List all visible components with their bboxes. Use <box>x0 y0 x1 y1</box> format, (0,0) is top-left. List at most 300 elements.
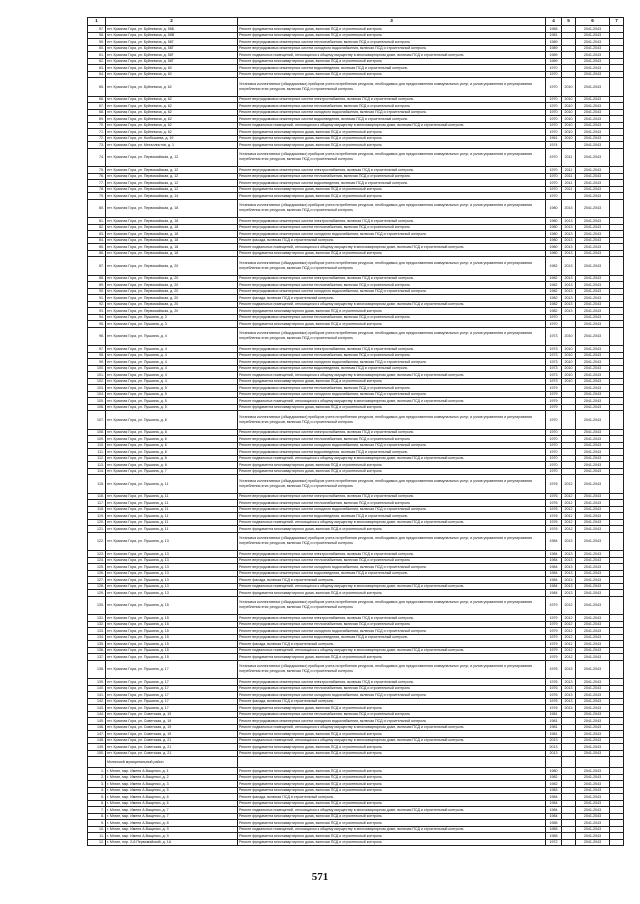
address-cell: пгт. Красная Гора, ул. Пушкина, д. 11 <box>106 506 238 513</box>
address-cell: пгт. Красная Гора, ул. Пушкина, д. 15 <box>106 621 238 628</box>
last-repair-year-cell: 2010 <box>562 352 576 359</box>
planned-period-cell: 2041-2043 <box>576 794 610 801</box>
page-number: 571 <box>311 871 329 883</box>
work-type-cell: Ремонт внутридомовых инженерных систем теплоснабжения, включая ПСД и строительный контроль <box>238 711 546 718</box>
column-7-cell <box>610 475 624 494</box>
commission-year-cell: 1982 <box>546 275 562 282</box>
row-number-cell: 91. <box>88 295 106 302</box>
last-repair-year-cell: 2013 <box>562 532 576 551</box>
work-type-cell: Ремонт фасада, включая ПСД и строительный контроль <box>238 577 546 584</box>
address-cell: пгт. Красная Гора, ул. Буйневича, д. 62 <box>106 78 238 97</box>
planned-period-cell: 2041-2043 <box>576 301 610 308</box>
row-number-cell: 122. <box>88 532 106 551</box>
work-type-cell: Установка коллективных (общедомовых) приборов учета потребления ресурсов, необходимых для предоставления коммунальных услуг, и узлов управления и регулирования потребления этих ресурсов, включая ПСД и строительный контроль <box>238 257 546 276</box>
planned-period-cell: 2041-2043 <box>576 314 610 321</box>
work-type-cell: Ремонт фундамента многоквартирного дома, включая ПСД и строительный контроль <box>238 813 546 820</box>
address-cell: пгт. Красная Гора, ул. Первомайская, д. 12 <box>106 186 238 193</box>
row-number-cell: 117. <box>88 500 106 507</box>
last-repair-year-cell: 2012 <box>562 621 576 628</box>
commission-year-cell: 1981 <box>546 731 562 738</box>
row-number-cell: 71. <box>88 129 106 136</box>
address-cell: пгт. Красная Гора, ул. Первомайская, д. 20 <box>106 301 238 308</box>
planned-period-cell: 2041-2043 <box>576 378 610 385</box>
work-type-cell: Ремонт внутридомовых инженерных систем холодного водоснабжения, включая ПСД и строительный контроль <box>238 506 546 513</box>
commission-year-cell: 1984 <box>546 577 562 584</box>
planned-period-cell: 2041-2043 <box>576 615 610 622</box>
commission-year-cell: 1980 <box>546 244 562 251</box>
column-7-cell <box>610 327 624 346</box>
row-number-cell: 6. <box>88 800 106 807</box>
last-repair-year-cell: 2013 <box>562 301 576 308</box>
work-type-cell: Ремонт внутридомовых инженерных систем водоотведения, включая ПСД и строительный контроль <box>238 65 546 72</box>
planned-period-cell: 2041-2043 <box>576 116 610 123</box>
commission-year-cell: 1976 <box>546 692 562 699</box>
address-cell: пгт. Красная Гора, ул. Буйневича, д. 62 <box>106 116 238 123</box>
work-type-cell: Ремонт фасада, включая ПСД и строительный контроль <box>238 794 546 801</box>
work-type-cell: Ремонт фундамента многоквартирного дома, включая ПСД и строительный контроль <box>238 744 546 751</box>
planned-period-cell: 2041-2043 <box>576 250 610 257</box>
table-row <box>88 199 624 218</box>
row-number-cell: 109. <box>88 436 106 443</box>
planned-period-cell: 2041-2043 <box>576 590 610 597</box>
planned-period-cell: 2041-2043 <box>576 52 610 59</box>
work-type-cell: Ремонт фундамента многоквартирного дома, включая ПСД и строительный контроль <box>238 590 546 597</box>
section-row <box>88 757 624 768</box>
row-number-cell: 111. <box>88 449 106 456</box>
planned-period-cell: 2041-2043 <box>576 32 610 39</box>
address-cell: г. Мглин, мкр. Имени А.Ващенко, д. 9 <box>106 833 238 840</box>
commission-year-cell: 1970 <box>546 314 562 321</box>
row-number-cell: 148. <box>88 737 106 744</box>
address-cell: пгт. Красная Гора, ул. Первомайская, д. 18 <box>106 218 238 225</box>
row-number-cell: 136. <box>88 647 106 654</box>
work-type-cell: Ремонт внутридомовых инженерных систем водоотведения, включая ПСД и строительный контроль <box>238 449 546 456</box>
row-number-cell: 10. <box>88 826 106 833</box>
last-repair-year-cell: 2013 <box>562 231 576 238</box>
row-number-cell: 139. <box>88 679 106 686</box>
planned-period-cell: 2041-2043 <box>576 103 610 110</box>
address-cell: пгт. Красная Гора, ул. Пушкина, д. 15 <box>106 647 238 654</box>
commission-year-cell: 1980 <box>546 250 562 257</box>
work-type-cell: Ремонт внутридомовых инженерных систем холодного водоснабжения, включая ПСД и строительный контроль <box>238 45 546 52</box>
address-cell: пгт. Красная Гора, ул. Пушкина, д. 3 <box>106 321 238 328</box>
address-cell: г. Мглин, мкр. Имени А.Ващенко, д. 1 <box>106 768 238 775</box>
planned-period-cell: 2041-2043 <box>576 781 610 788</box>
last-repair-year-cell: 2013 <box>562 577 576 584</box>
work-type-cell: Ремонт внутридомовых инженерных систем теплоснабжения, включая ПСД и строительный контроль <box>238 282 546 289</box>
address-cell: пгт. Красная Гора, ул. Пушкина, д. 4 <box>106 327 238 346</box>
column-7-cell <box>610 257 624 276</box>
row-number-cell: 92. <box>88 301 106 308</box>
row-number-cell: 135. <box>88 641 106 648</box>
planned-period-cell: 2041-2043 <box>576 295 610 302</box>
row-number-cell: 75. <box>88 167 106 174</box>
commission-year-cell: 1984 <box>546 551 562 558</box>
row-number-cell <box>88 757 106 768</box>
commission-year-cell: 1980 <box>546 237 562 244</box>
table-row <box>88 411 624 430</box>
planned-period-cell: 2041-2043 <box>576 513 610 520</box>
row-number-cell: 121. <box>88 526 106 533</box>
planned-period-cell: 2041-2043 <box>576 577 610 584</box>
address-cell: пгт. Красная Гора, ул. Пушкина, д. 13 <box>106 557 238 564</box>
planned-period-cell: 2041-2043 <box>576 570 610 577</box>
row-number-cell: 137. <box>88 654 106 661</box>
row-number-cell: 140. <box>88 685 106 692</box>
address-cell: пгт. Красная Гора, ул. Пушкина, д. 11 <box>106 513 238 520</box>
address-cell: пгт. Красная Гора, ул. Буйневича, д. 58Г <box>106 45 238 52</box>
planned-period-cell: 2041-2043 <box>576 744 610 751</box>
last-repair-year-cell: 2010 <box>562 103 576 110</box>
address-cell: г. Мглин, мкр. Имени А.Ващенко, д. 5 <box>106 787 238 794</box>
planned-period-cell: 2041-2043 <box>576 288 610 295</box>
planned-period-cell: 2041-2043 <box>576 180 610 187</box>
address-cell: пгт. Красная Гора, ул. Пушкина, д. 13 <box>106 577 238 584</box>
last-repair-year-cell: 2013 <box>562 288 576 295</box>
planned-period-cell: 2041-2043 <box>576 257 610 276</box>
row-number-cell: 4. <box>88 787 106 794</box>
table-row <box>88 148 624 167</box>
row-number-cell: 1. <box>88 768 106 775</box>
table-row <box>88 78 624 97</box>
commission-year-cell: 1976 <box>546 500 562 507</box>
work-type-cell: Ремонт внутридомовых инженерных систем холодного водоснабжения, включая ПСД и строительный контроль <box>238 288 546 295</box>
address-cell: пгт. Красная Гора, ул. Пушкина, д. 13 <box>106 590 238 597</box>
address-cell: пгт. Красная Гора, ул. Первомайская, д. 18 <box>106 224 238 231</box>
commission-year-cell: 1979 <box>546 621 562 628</box>
work-type-cell: Установка коллективных (общедомовых) приборов учета потребления ресурсов, необходимых для предоставления коммунальных услуг, и узлов управления и регулирования потребления этих ресурсов, включая ПСД и строительный контроль <box>238 532 546 551</box>
table-body <box>88 18 624 846</box>
work-type-cell: Ремонт фундамента многоквартирного дома, включая ПСД и строительный контроль <box>238 58 546 65</box>
commission-year-cell: 1983 <box>546 787 562 794</box>
last-repair-year-cell: 2010 <box>562 116 576 123</box>
address-cell: пгт. Красная Гора, ул. Пушкина, д. 15 <box>106 596 238 615</box>
last-repair-year-cell: 2012 <box>562 634 576 641</box>
last-repair-year-cell: 2012 <box>562 475 576 494</box>
row-number-cell: 99. <box>88 359 106 366</box>
row-number-cell: 125. <box>88 564 106 571</box>
planned-period-cell: 2041-2043 <box>576 58 610 65</box>
planned-period-cell: 2041-2043 <box>576 839 610 846</box>
work-type-cell: Ремонт внутридомовых инженерных систем холодного водоснабжения, включая ПСД и строительный контроль <box>238 442 546 449</box>
planned-period-cell: 2041-2043 <box>576 807 610 814</box>
table-row <box>88 532 624 551</box>
planned-period-cell: 2041-2043 <box>576 26 610 33</box>
column-7-cell <box>610 411 624 430</box>
work-type-cell: Ремонт фундамента многоквартирного дома, включая ПСД и строительный контроль <box>238 129 546 136</box>
commission-year-cell: 1970 <box>546 429 562 436</box>
last-repair-year-cell: 2012 <box>562 654 576 661</box>
commission-year-cell: 1970 <box>546 321 562 328</box>
planned-period-cell: 2041-2043 <box>576 826 610 833</box>
last-repair-year-cell: 2010 <box>562 129 576 136</box>
planned-period-cell: 2041-2043 <box>576 96 610 103</box>
row-number-cell: 147. <box>88 731 106 738</box>
planned-period-cell: 2041-2043 <box>576 372 610 379</box>
last-repair-year-cell: 2013 <box>562 557 576 564</box>
address-cell: пгт. Красная Гора, ул. Буйневича, д. 58Б <box>106 26 238 33</box>
commission-year-cell: 1980 <box>546 231 562 238</box>
last-repair-year-cell: 2013 <box>562 224 576 231</box>
row-number-cell: 96. <box>88 327 106 346</box>
commission-year-cell: 1985 <box>546 820 562 827</box>
work-type-cell: Ремонт подвальных помещений, относящихся к общему имуществу в многоквартирном доме, включая ПСД и строительный контроль <box>238 519 546 526</box>
last-repair-year-cell: 2012 <box>562 641 576 648</box>
row-number-cell: 59. <box>88 39 106 46</box>
commission-year-cell: 1976 <box>546 519 562 526</box>
address-cell: пгт. Красная Гора, ул. Буйневича, д. 58Г <box>106 39 238 46</box>
address-cell: г. Мглин, пер. 2-й Первомайский, д. 1А <box>106 839 238 846</box>
work-type-cell: Ремонт подвальных помещений, относящихся к общему имуществу в многоквартирном доме, включая ПСД и строительный контроль <box>238 455 546 462</box>
commission-year-cell: 1979 <box>546 647 562 654</box>
commission-year-cell: 1976 <box>546 685 562 692</box>
row-number-cell: 145. <box>88 718 106 725</box>
work-type-cell: Ремонт внутридомовых инженерных систем водоотведения, включая ПСД и строительный контроль <box>238 570 546 577</box>
commission-year-cell: 1982 <box>546 288 562 295</box>
commission-year-cell: 1984 <box>546 557 562 564</box>
address-cell: пгт. Красная Гора, ул. Первомайская, д. 18 <box>106 237 238 244</box>
commission-year-cell: 1984 <box>546 590 562 597</box>
planned-period-cell: 2041-2043 <box>576 737 610 744</box>
row-number-cell: 143. <box>88 705 106 712</box>
work-type-cell: Установка коллективных (общедомовых) приборов учета потребления ресурсов, необходимых для предоставления коммунальных услуг, и узлов управления и регулирования потребления этих ресурсов, включая ПСД и строительный контроль <box>238 148 546 167</box>
address-cell: пгт. Красная Гора, ул. Первомайская, д. 20 <box>106 295 238 302</box>
row-number-cell: 66. <box>88 96 106 103</box>
address-cell: пгт. Красная Гора, ул. Первомайская, д. 20 <box>106 282 238 289</box>
planned-period-cell: 2041-2043 <box>576 327 610 346</box>
row-number-cell: 118. <box>88 506 106 513</box>
work-type-cell: Установка коллективных (общедомовых) приборов учета потребления ресурсов, необходимых для предоставления коммунальных услуг, и узлов управления и регулирования потребления этих ресурсов, включая ПСД и строительный контроль <box>238 199 546 218</box>
address-cell: пгт. Красная Гора, ул. Первомайская, д. 18 <box>106 199 238 218</box>
address-cell: пгт. Красная Гора, ул. Пушкина, д. 11 <box>106 475 238 494</box>
commission-year-cell: 1976 <box>546 493 562 500</box>
commission-year-cell: 1973 <box>546 365 562 372</box>
last-repair-year-cell: 2013 <box>562 590 576 597</box>
commission-year-cell: 1976 <box>546 506 562 513</box>
commission-year-cell: 1970 <box>546 455 562 462</box>
last-repair-year-cell: 2013 <box>562 199 576 218</box>
work-type-cell: Ремонт внутридомовых инженерных систем холодного водоснабжения, включая ПСД и строительный контроль <box>238 231 546 238</box>
commission-year-cell: 1970 <box>546 109 562 116</box>
commission-year-cell: 1979 <box>546 398 562 405</box>
work-type-cell: Ремонт внутридомовых инженерных систем теплоснабжения, включая ПСД и строительный контроль <box>238 352 546 359</box>
commission-year-cell: 1985 <box>546 826 562 833</box>
planned-period-cell: 2041-2043 <box>576 436 610 443</box>
commission-year-cell: 1980 <box>546 224 562 231</box>
row-number-cell: 68. <box>88 109 106 116</box>
work-type-cell: Ремонт внутридомовых инженерных систем электроснабжения, включая ПСД и строительный контроль <box>238 96 546 103</box>
planned-period-cell: 2041-2043 <box>576 698 610 705</box>
last-repair-year-cell: 2010 <box>562 378 576 385</box>
planned-period-cell: 2041-2043 <box>576 768 610 775</box>
address-cell: пгт. Красная Гора, ул. Советская, д. 21 <box>106 744 238 751</box>
row-number-cell: 3. <box>88 781 106 788</box>
commission-year-cell: 1984 <box>546 532 562 551</box>
planned-period-cell: 2041-2043 <box>576 724 610 731</box>
work-type-cell: Ремонт внутридомовых инженерных систем холодного водоснабжения, включая ПСД и строительный контроль <box>238 359 546 366</box>
header-cell-4: 4 <box>546 18 562 26</box>
row-number-cell: 141. <box>88 692 106 699</box>
row-number-cell: 107. <box>88 411 106 430</box>
commission-year-cell: 1979 <box>546 385 562 392</box>
row-number-cell: 72. <box>88 135 106 142</box>
row-number-cell: 144. <box>88 711 106 718</box>
address-cell: пгт. Красная Гора, ул. Пушкина, д. 13 <box>106 532 238 551</box>
work-type-cell: Ремонт внутридомовых инженерных систем холодного водоснабжения, включая ПСД и строительный контроль <box>238 718 546 725</box>
commission-year-cell: 1981 <box>546 718 562 725</box>
work-type-cell: Ремонт фундамента многоквартирного дома, включая ПСД и строительный контроль <box>238 142 546 149</box>
address-cell: пгт. Красная Гора, ул. Пушкина, д. 11 <box>106 526 238 533</box>
commission-year-cell: 1982 <box>546 295 562 302</box>
address-cell: пгт. Красная Гора, ул. Колбышева, д. 19 <box>106 135 238 142</box>
row-number-cell: 63. <box>88 65 106 72</box>
work-type-cell: Ремонт фундамента многоквартирного дома, включая ПСД и строительный контроль <box>238 833 546 840</box>
last-repair-year-cell <box>562 757 576 768</box>
column-7-cell <box>610 757 624 768</box>
commission-year-cell: 1982 <box>546 257 562 276</box>
address-cell: пгт. Красная Гора, ул. Пушкина, д. 15 <box>106 641 238 648</box>
commission-year-cell: 1981 <box>546 724 562 731</box>
row-number-cell: 150. <box>88 750 106 757</box>
header-cell-2: 2 <box>106 18 238 26</box>
last-repair-year-cell: 2013 <box>562 660 576 679</box>
row-number-cell: 112. <box>88 455 106 462</box>
planned-period-cell: 2041-2043 <box>576 135 610 142</box>
planned-period-cell: 2041-2043 <box>576 705 610 712</box>
work-type-cell: Ремонт внутридомовых инженерных систем теплоснабжения, включая ПСД и строительный контроль <box>238 685 546 692</box>
planned-period-cell: 2041-2043 <box>576 551 610 558</box>
row-number-cell: 80. <box>88 199 106 218</box>
last-repair-year-cell: 2013 <box>562 257 576 276</box>
last-repair-year-cell: 2013 <box>562 685 576 692</box>
work-type-cell: Ремонт фундамента многоквартирного дома, включая ПСД и строительный контроль <box>238 135 546 142</box>
address-cell: пгт. Красная Гора, ул. Пушкина, д. 3 <box>106 314 238 321</box>
row-number-cell: 85. <box>88 244 106 251</box>
commission-year-cell: 1982 <box>546 781 562 788</box>
address-cell: пгт. Красная Гора, ул. Буйневича, д. 62 <box>106 129 238 136</box>
header-cell-7: 7 <box>610 18 624 26</box>
column-7-cell <box>610 660 624 679</box>
work-type-cell: Ремонт внутридомовых инженерных систем теплоснабжения, включая ПСД и строительный контроль <box>238 621 546 628</box>
column-7-cell <box>610 532 624 551</box>
commission-year-cell: 1989 <box>546 45 562 52</box>
work-type-cell: Ремонт подвальных помещений, относящихся к общему имуществу в многоквартирном доме, включая ПСД и строительный контроль <box>238 737 546 744</box>
commission-year-cell: 1970 <box>546 167 562 174</box>
work-type-cell: Установка коллективных (общедомовых) приборов учета потребления ресурсов, необходимых для предоставления коммунальных услуг, и узлов управления и регулирования потребления этих ресурсов, включая ПСД и строительный контроль <box>238 78 546 97</box>
commission-year-cell: 1985 <box>546 833 562 840</box>
planned-period-cell: 2041-2043 <box>576 224 610 231</box>
last-repair-year-cell: 2013 <box>562 244 576 251</box>
last-repair-year-cell: 2011 <box>562 148 576 167</box>
commission-year-cell: 1989 <box>546 39 562 46</box>
address-cell: пгт. Красная Гора, ул. Пушкина, д. 6 <box>106 436 238 443</box>
planned-period-cell: 2041-2043 <box>576 237 610 244</box>
row-number-cell: 12. <box>88 839 106 846</box>
work-type-cell <box>238 757 546 768</box>
commission-year-cell: 1981 <box>546 32 562 39</box>
commission-year-cell: 1979 <box>546 404 562 411</box>
address-cell: г. Мглин, мкр. Имени А.Ващенко, д. 7 <box>106 807 238 814</box>
row-number-cell: 67. <box>88 103 106 110</box>
work-type-cell: Ремонт фундамента многоквартирного дома, включая ПСД и строительный контроль <box>238 839 546 846</box>
commission-year-cell: 1970 <box>546 449 562 456</box>
work-type-cell: Ремонт фундамента многоквартирного дома, включая ПСД и строительный контроль <box>238 781 546 788</box>
row-number-cell: 94. <box>88 314 106 321</box>
commission-year-cell: 1982 <box>546 308 562 315</box>
row-number-cell: 65. <box>88 78 106 97</box>
planned-period-cell: 2041-2043 <box>576 833 610 840</box>
table-header-row <box>88 18 624 26</box>
row-number-cell: 81. <box>88 218 106 225</box>
planned-period-cell: 2041-2043 <box>576 493 610 500</box>
work-type-cell: Ремонт внутридомовых инженерных систем электроснабжения, включая ПСД и строительный контроль <box>238 218 546 225</box>
last-repair-year-cell: 2012 <box>562 628 576 635</box>
work-type-cell: Ремонт внутридомовых инженерных систем холодного водоснабжения, включая ПСД и строительный контроль <box>238 109 546 116</box>
planned-period-cell: 2041-2043 <box>576 583 610 590</box>
row-number-cell: 105. <box>88 398 106 405</box>
last-repair-year-cell: 2013 <box>562 551 576 558</box>
work-type-cell: Ремонт подвальных помещений, относящихся к общему имуществу в многоквартирном доме, включая ПСД и строительный контроль <box>238 372 546 379</box>
address-cell: пгт. Красная Гора, ул. Буйневича, д. 62 <box>106 96 238 103</box>
planned-period-cell: 2041-2043 <box>576 679 610 686</box>
row-number-cell: 76. <box>88 173 106 180</box>
commission-year-cell: 1974 <box>546 142 562 149</box>
planned-period-cell: 2041-2043 <box>576 596 610 615</box>
work-type-cell: Ремонт внутридомовых инженерных систем теплоснабжения, включая ПСД и строительный контроль <box>238 557 546 564</box>
planned-period-cell: 2041-2043 <box>576 78 610 97</box>
last-repair-year-cell: 2011 <box>562 167 576 174</box>
commission-year-cell: 1979 <box>546 615 562 622</box>
table-row <box>88 475 624 494</box>
planned-period-cell: 2041-2043 <box>576 442 610 449</box>
address-cell: пгт. Красная Гора, ул. Пушкина, д. 6 <box>106 449 238 456</box>
row-number-cell: 110. <box>88 442 106 449</box>
address-cell: пгт. Красная Гора, ул. Первомайская, д. 12 <box>106 148 238 167</box>
row-number-cell: 11. <box>88 833 106 840</box>
work-type-cell: Ремонт фундамента многоквартирного дома, включая ПСД и строительный контроль <box>238 308 546 315</box>
row-number-cell: 61. <box>88 52 106 59</box>
row-number-cell: 129. <box>88 590 106 597</box>
commission-year-cell: 1984 <box>546 570 562 577</box>
commission-year-cell: 1982 <box>546 282 562 289</box>
work-type-cell: Ремонт внутридомовых инженерных систем электроснабжения, включая ПСД и строительный контроль <box>238 346 546 353</box>
row-number-cell: 113. <box>88 462 106 469</box>
last-repair-year-cell: 2012 <box>562 500 576 507</box>
commission-year-cell: 1973 <box>546 359 562 366</box>
address-cell: пгт. Красная Гора, ул. Пушкина, д. 6 <box>106 455 238 462</box>
address-cell: г. Мглин, мкр. Имени А.Ващенко, д. 8 <box>106 820 238 827</box>
work-type-cell: Ремонт внутридомовых инженерных систем холодного водоснабжения, включая ПСД и строительный контроль <box>238 391 546 398</box>
commission-year-cell: 1970 <box>546 186 562 193</box>
planned-period-cell: 2041-2043 <box>576 774 610 781</box>
address-cell: г. Мглин, мкр. Имени А.Ващенко, д. 9 <box>106 826 238 833</box>
work-type-cell: Ремонт фундамента многоквартирного дома, включая ПСД и строительный контроль <box>238 186 546 193</box>
planned-period-cell: 2041-2043 <box>576 186 610 193</box>
address-cell: пгт. Красная Гора, ул. Пушкина, д. 5 <box>106 391 238 398</box>
address-cell: пгт. Красная Гора, ул. Пушкина, д. 15 <box>106 654 238 661</box>
address-cell: пгт. Красная Гора, ул. Пушкина, д. 4 <box>106 365 238 372</box>
address-cell: пгт. Красная Гора, ул. Пушкина, д. 6 <box>106 429 238 436</box>
row-number-cell: 64. <box>88 71 106 78</box>
row-number-cell: 126. <box>88 570 106 577</box>
row-number-cell: 132. <box>88 621 106 628</box>
planned-period-cell: 2041-2043 <box>576 628 610 635</box>
planned-period-cell: 2041-2043 <box>576 468 610 475</box>
work-type-cell: Ремонт внутридомовых инженерных систем электроснабжения, включая ПСД и строительный контроль <box>238 551 546 558</box>
planned-period-cell: 2041-2043 <box>576 352 610 359</box>
last-repair-year-cell: 2012 <box>562 596 576 615</box>
column-7-cell <box>610 78 624 97</box>
